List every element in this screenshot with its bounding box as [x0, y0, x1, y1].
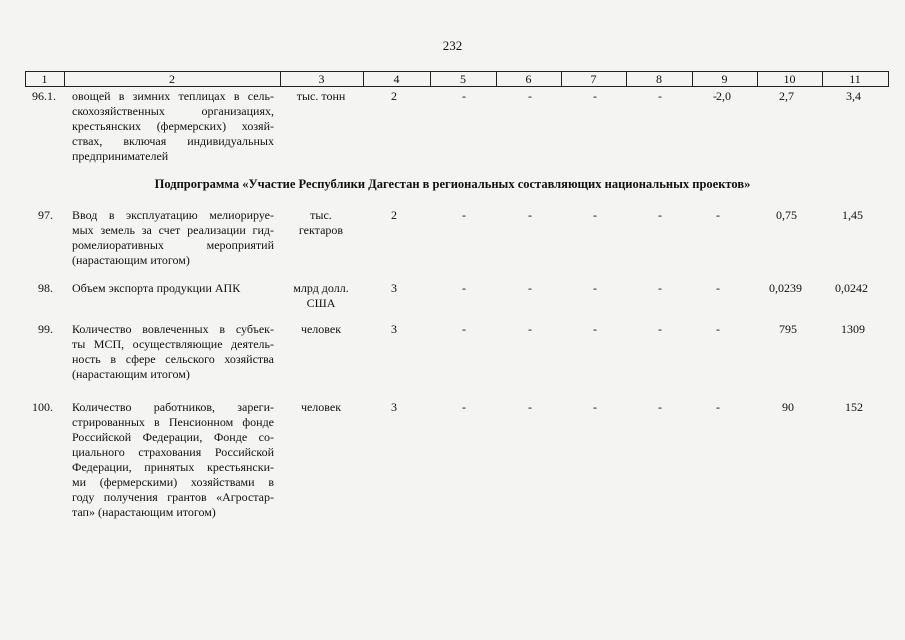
cell-col-7: -	[593, 322, 597, 336]
header-col-11: 11	[849, 72, 861, 86]
row-description	[72, 322, 274, 382]
description-line: (нарастающим итогом)	[72, 367, 190, 381]
cell-col-10: 795	[779, 322, 797, 336]
row-number: 97.	[38, 208, 53, 222]
cell-col-6: -	[528, 322, 532, 336]
cell-col-8: -	[658, 208, 662, 222]
unit-line: тыс.	[310, 208, 332, 222]
cell-col-11: 152	[845, 400, 863, 414]
header-bottom-rule	[25, 86, 889, 87]
cell-col-5: -	[462, 208, 466, 222]
cell-col-8: -	[658, 281, 662, 295]
unit-line: гектаров	[298, 223, 344, 237]
cell-col-6: -	[528, 400, 532, 414]
description-line: ствах, включая индивидуальных	[72, 134, 274, 148]
cell-col-11: 3,4	[846, 89, 861, 103]
cell-col-5: -	[462, 89, 466, 103]
cell-col-5: -	[462, 281, 466, 295]
cell-col-7: -	[593, 208, 597, 222]
page-number: 232	[442, 38, 463, 53]
header-col-4: 4	[393, 72, 400, 86]
row-unit: тыс. тонн	[296, 89, 346, 103]
description-line: Количество работников, зареги-	[72, 400, 274, 414]
description-line: скохозяйственных организациях,	[72, 104, 274, 118]
row-unit: человек	[300, 400, 342, 414]
cell-col-11: 1,45	[842, 208, 863, 222]
unit-line: млрд долл.	[293, 281, 349, 295]
cell-col-9: 2,0	[716, 89, 731, 103]
cell-col-8: -	[658, 322, 662, 336]
header-col-1: 1	[41, 72, 48, 86]
cell-col-4: 3	[391, 322, 397, 336]
cell-col-9: -	[716, 400, 720, 414]
description-line: Количество вовлеченных в субъек-	[72, 322, 274, 336]
cell-col-10: 2,7	[779, 89, 794, 103]
header-col-8: 8	[656, 72, 662, 86]
cell-col-5: -	[462, 322, 466, 336]
cell-col-10: 0,0239	[769, 281, 802, 295]
header-col-7: 7	[590, 72, 597, 86]
cell-col-4: 2	[391, 89, 397, 103]
description-line: крестьянских (фермерских) хозяй-	[72, 119, 274, 133]
header-col-6: 6	[525, 72, 532, 86]
cell-col-7: -	[593, 89, 597, 103]
cell-col-10: 90	[782, 400, 794, 414]
description-line: ты МСП, осуществляющие деятель-	[72, 337, 274, 351]
header-col-9: 9	[721, 72, 728, 86]
cell-col-9: -	[716, 208, 720, 222]
cell-col-6: -	[528, 89, 532, 103]
header-col-3: 3	[318, 72, 325, 86]
header-col-2: 2	[169, 72, 175, 86]
description-line: (нарастающим итогом)	[72, 253, 190, 267]
description-line: ромелиоративных мероприятий	[72, 238, 274, 252]
description-line: Федерации, принятых крестьянски-	[72, 460, 274, 474]
cell-col-10: 0,75	[776, 208, 797, 222]
cell-col-7: -	[593, 281, 597, 295]
row-unit	[286, 281, 356, 311]
cell-col-6: -	[528, 281, 532, 295]
cell-col-4: 2	[391, 208, 397, 222]
row-number: 100.	[32, 400, 53, 414]
row-number: 99.	[38, 322, 53, 336]
description-line: Российской Федерации, Фонде со-	[72, 430, 274, 444]
section-title: Подпрограмма «Участие Республики Дагестан в региональных составляющих национальных проектов»	[154, 177, 751, 191]
cell-col-6: -	[528, 208, 532, 222]
row-description	[72, 208, 274, 268]
description-line: предпринимателей	[72, 149, 169, 163]
description-line: ми (фермерскими) хозяйствами в	[72, 475, 274, 489]
cell-col-5: -	[462, 400, 466, 414]
row-description	[72, 400, 274, 520]
description-line: овощей в зимних теплицах в сель-	[72, 89, 274, 103]
row-number: 98.	[38, 281, 53, 295]
cell-col-8: -	[658, 89, 662, 103]
cell-col-4: 3	[391, 400, 397, 414]
description-line: Ввод в эксплуатацию мелиорируе-	[72, 208, 274, 222]
description-line: тап» (нарастающим итогом)	[72, 505, 216, 519]
header-col-10: 10	[783, 72, 796, 86]
cell-col-11: 1309	[841, 322, 865, 336]
row-description	[72, 281, 274, 296]
cell-col-4: 3	[391, 281, 397, 295]
description-line: мых земель за счет реализации гид-	[72, 223, 274, 237]
row-description	[72, 89, 274, 164]
description-line: Объем экспорта продукции АПК	[72, 281, 241, 295]
row-number: 96.1.	[32, 89, 56, 103]
row-unit: человек	[300, 322, 342, 336]
description-line: стрированных в Пенсионном фонде	[72, 415, 274, 429]
description-line: году получения грантов «Агростар-	[72, 490, 274, 504]
cell-col-8: -	[658, 400, 662, 414]
cell-col-11: 0,0242	[835, 281, 868, 295]
unit-line: США	[306, 296, 336, 310]
header-col-5: 5	[460, 72, 466, 86]
row-unit	[286, 208, 356, 238]
description-line: ность в сфере сельского хозяйства	[72, 352, 274, 366]
cell-col-9: -	[716, 322, 720, 336]
description-line: циального страхования Российской	[72, 445, 274, 459]
header-divider	[888, 71, 889, 87]
cell-col-7: -	[593, 400, 597, 414]
cell-col-9: -	[716, 281, 720, 295]
cell-col-9-dash: -	[713, 89, 717, 103]
